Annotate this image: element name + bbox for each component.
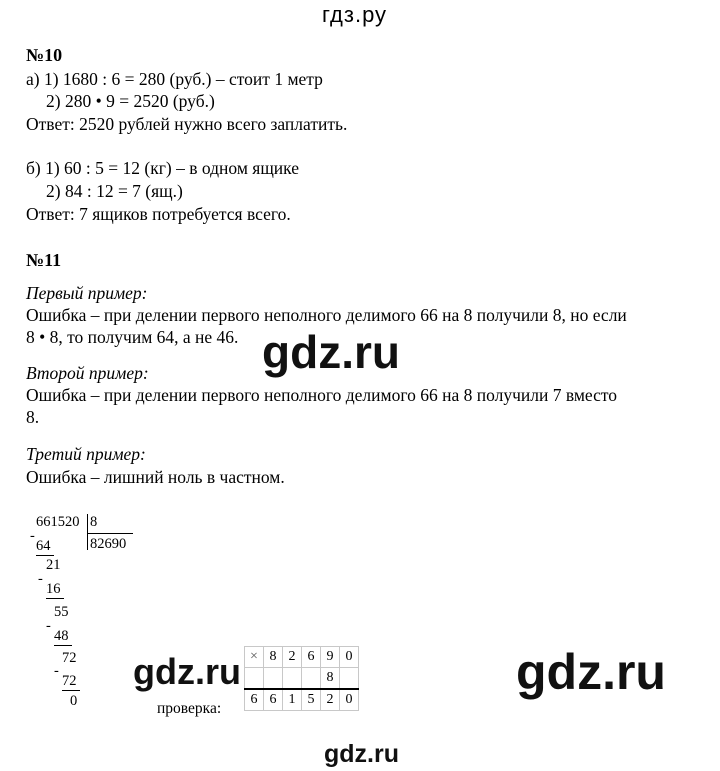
final-remainder: 0: [70, 693, 78, 709]
grid-row-product: [245, 689, 359, 711]
example-1-text-line2: 8 • 8, то получим 64, а не 46.: [26, 327, 239, 347]
check-multiplication-grid: [244, 646, 359, 711]
site-header: гдз.ру: [322, 2, 388, 27]
grid-row-multiplier: [245, 668, 359, 690]
example-2-text-line2: 8.: [26, 407, 40, 427]
task-10-number: №10: [26, 45, 63, 65]
grid-row-multiplicand: [245, 647, 359, 668]
step-underline: [36, 555, 54, 556]
grid-cell: 0: [340, 689, 359, 711]
task-10-a-step1: а) 1) 1680 : 6 = 280 (руб.) – стоит 1 метр: [26, 69, 323, 89]
watermark-small: gdz.ru: [133, 651, 241, 692]
grid-cell: 6: [245, 689, 264, 711]
example-2-text-line1: Ошибка – при делении первого неполного делимого 66 на 8 получили 7 вместо: [26, 385, 618, 405]
grid-cell: 1: [283, 689, 302, 711]
minus-sign: -: [54, 663, 59, 679]
step-subtrahend: 72: [62, 673, 77, 689]
grid-cell: 2: [321, 689, 340, 711]
task-10-a-step2: 2) 280 • 9 = 2520 (руб.): [46, 91, 215, 111]
grid-cell: [245, 668, 264, 690]
example-3-text-line1: Ошибка – лишний ноль в частном.: [26, 467, 285, 487]
check-label: проверка:: [157, 700, 222, 717]
minus-sign: -: [38, 571, 43, 587]
minus-sign: -: [30, 528, 35, 544]
dividend: 661520: [36, 514, 80, 530]
task-10-b-step1: б) 1) 60 : 5 = 12 (кг) – в одном ящике: [26, 158, 299, 178]
step-subtrahend: 16: [46, 581, 61, 597]
grid-cell: 5: [302, 689, 321, 711]
example-1-title: Первый пример:: [26, 283, 148, 303]
grid-cell: [283, 668, 302, 690]
task-11-number: №11: [26, 250, 62, 270]
grid-cell: 8: [321, 668, 340, 690]
grid-cell: 8: [264, 647, 283, 668]
task-10-b-answer: Ответ: 7 ящиков потребуется всего.: [26, 204, 291, 224]
watermark-bottom: gdz.ru: [324, 740, 399, 768]
grid-cell: 9: [321, 647, 340, 668]
step-subtrahend: 64: [36, 538, 51, 554]
grid-cell: [264, 668, 283, 690]
watermark-center: gdz.ru: [262, 326, 400, 378]
step-remainder: 72: [62, 650, 77, 666]
step-underline: [54, 645, 72, 646]
grid-cell: 6: [264, 689, 283, 711]
grid-cell: 0: [340, 647, 359, 668]
step-remainder: 21: [46, 557, 61, 573]
divisor: 8: [90, 514, 98, 530]
example-3-title: Третий пример:: [26, 444, 146, 464]
quotient: 82690: [90, 536, 127, 552]
grid-cell: [340, 668, 359, 690]
step-underline: [46, 598, 64, 599]
step-remainder: 55: [54, 604, 69, 620]
step-subtrahend: 48: [54, 628, 69, 644]
grid-cell: [302, 668, 321, 690]
multiply-sign: ×: [245, 647, 264, 668]
quotient-line: [87, 533, 133, 534]
grid-cell: 2: [283, 647, 302, 668]
minus-sign: -: [46, 618, 51, 634]
grid-cell: 6: [302, 647, 321, 668]
example-2-title: Второй пример:: [26, 363, 149, 383]
division-vertical-bar: [87, 514, 88, 550]
task-10-a-answer: Ответ: 2520 рублей нужно всего заплатить.: [26, 114, 348, 134]
step-underline: [62, 690, 80, 691]
watermark-large: gdz.ru: [516, 644, 666, 700]
task-10-b-step2: 2) 84 : 12 = 7 (ящ.): [46, 181, 183, 201]
example-1-text-line1: Ошибка – при делении первого неполного делимого 66 на 8 получили 8, но если: [26, 305, 627, 325]
